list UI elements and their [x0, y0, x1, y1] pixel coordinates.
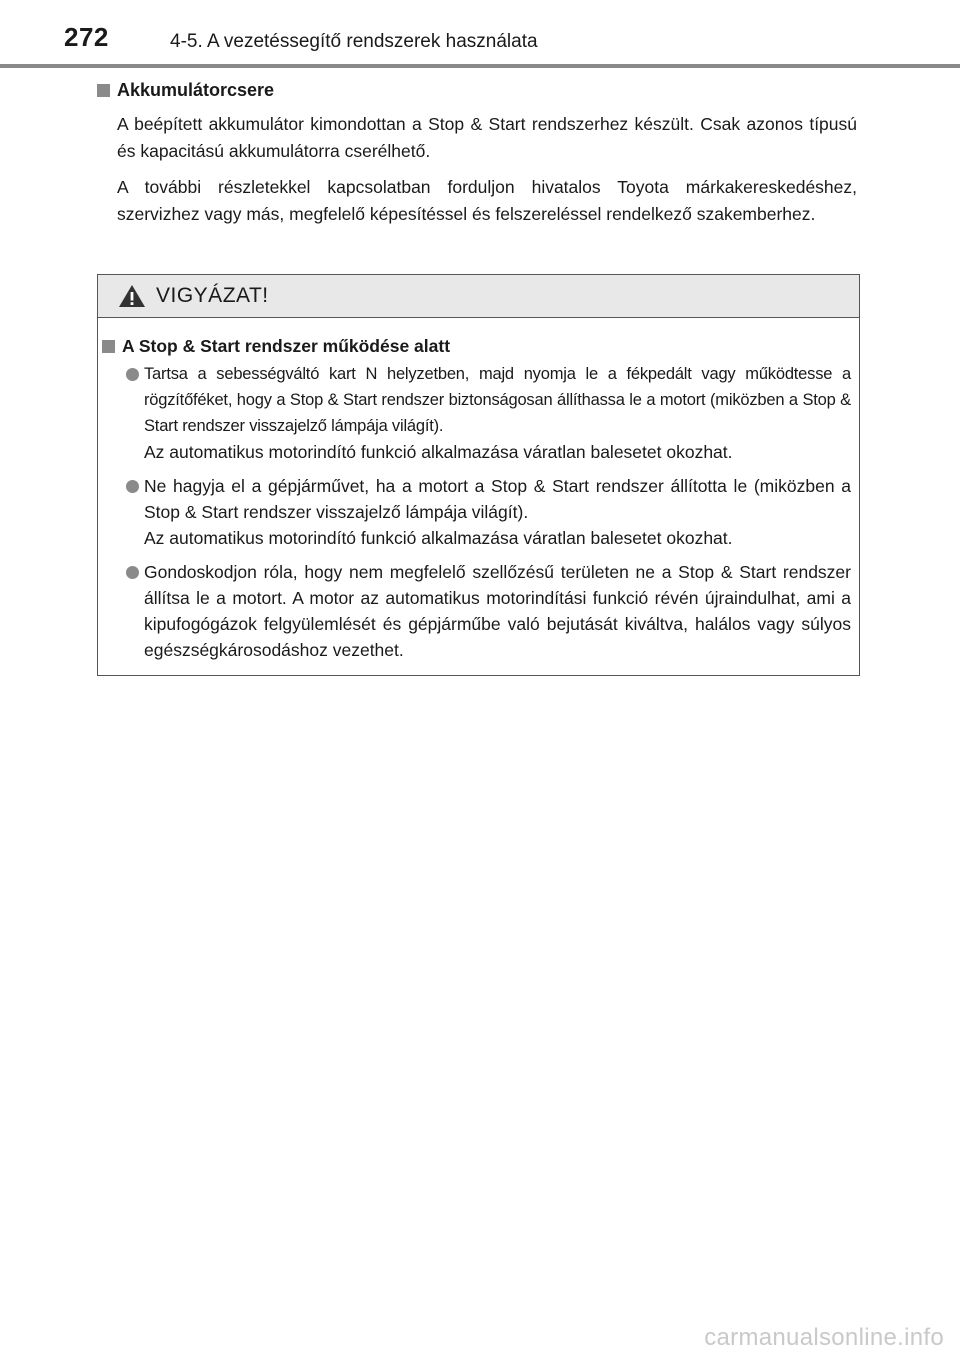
caution-item-consequence: Az automatikus motorindító funkció alkalmazása váratlan balesetet okozhat. — [144, 442, 733, 462]
page-number: 272 — [64, 22, 109, 52]
section-heading-text: Akkumulátorcsere — [117, 80, 275, 100]
caution-item — [102, 361, 851, 465]
watermark: carmanualsonline.info — [704, 1324, 944, 1351]
caution-box — [97, 274, 860, 676]
page-header — [0, 0, 960, 68]
section-paragraph: A további részletekkel kapcsolatban forduljon hivatalos Toyota márkakereskedéshez, szervizhez vagy más, megfelelő képesítéssel és felszereléssel rendelkező szakemberhez. — [117, 177, 857, 224]
caution-item-text: Tartsa a sebességváltó kart N helyzetben, majd nyomja le a fékpedált vagy működtesse a rögzítőféket, hogy a Stop & Start rendszer biztonságosan állíthassa le a motort (miközben a Stop & Start rendszer visszajelző lámpája világít). — [144, 365, 851, 435]
caution-title: VIGYÁZAT! — [156, 284, 269, 307]
square-bullet-icon — [102, 340, 115, 353]
chapter-title: 4-5. A vezetéssegítő rendszerek használata — [170, 31, 538, 52]
warning-triangle-icon — [118, 284, 146, 308]
caution-item-text: Gondoskodjon róla, hogy nem megfelelő szellőzésű területen ne a Stop & Start rendszer állítsa le a motort. A motor az automatikus motorindítási funkció révén újraindulhat, ami a kipufogógázok felgyülemlését és gépjárműbe való bejutását kiváltva, halálos vagy súlyos egészségkárosodáshoz vezethet. — [144, 562, 851, 660]
section-paragraph: A beépített akkumulátor kimondottan a Stop & Start rendszerhez készült. Csak azonos típusú és kapacitású akkumulátorra cserélhető. — [117, 114, 857, 161]
caution-heading — [102, 336, 851, 357]
caution-header — [98, 275, 859, 318]
caution-item — [102, 559, 851, 663]
section-heading — [97, 80, 857, 101]
round-bullet-icon — [126, 368, 139, 381]
caution-item-consequence: Az automatikus motorindító funkció alkalmazása váratlan balesetet okozhat. — [144, 528, 733, 548]
caution-item-text: Ne hagyja el a gépjárművet, ha a motort a Stop & Start rendszer állította le (miközben a Stop & Start rendszer visszajelző lámpája világít). — [144, 476, 851, 522]
battery-section — [97, 80, 857, 237]
round-bullet-icon — [126, 480, 139, 493]
caution-heading-text: A Stop & Start rendszer működése alatt — [122, 336, 451, 356]
caution-body — [98, 318, 859, 663]
square-bullet-icon — [97, 84, 110, 97]
caution-item — [102, 473, 851, 551]
header-rule — [0, 64, 960, 68]
round-bullet-icon — [126, 566, 139, 579]
